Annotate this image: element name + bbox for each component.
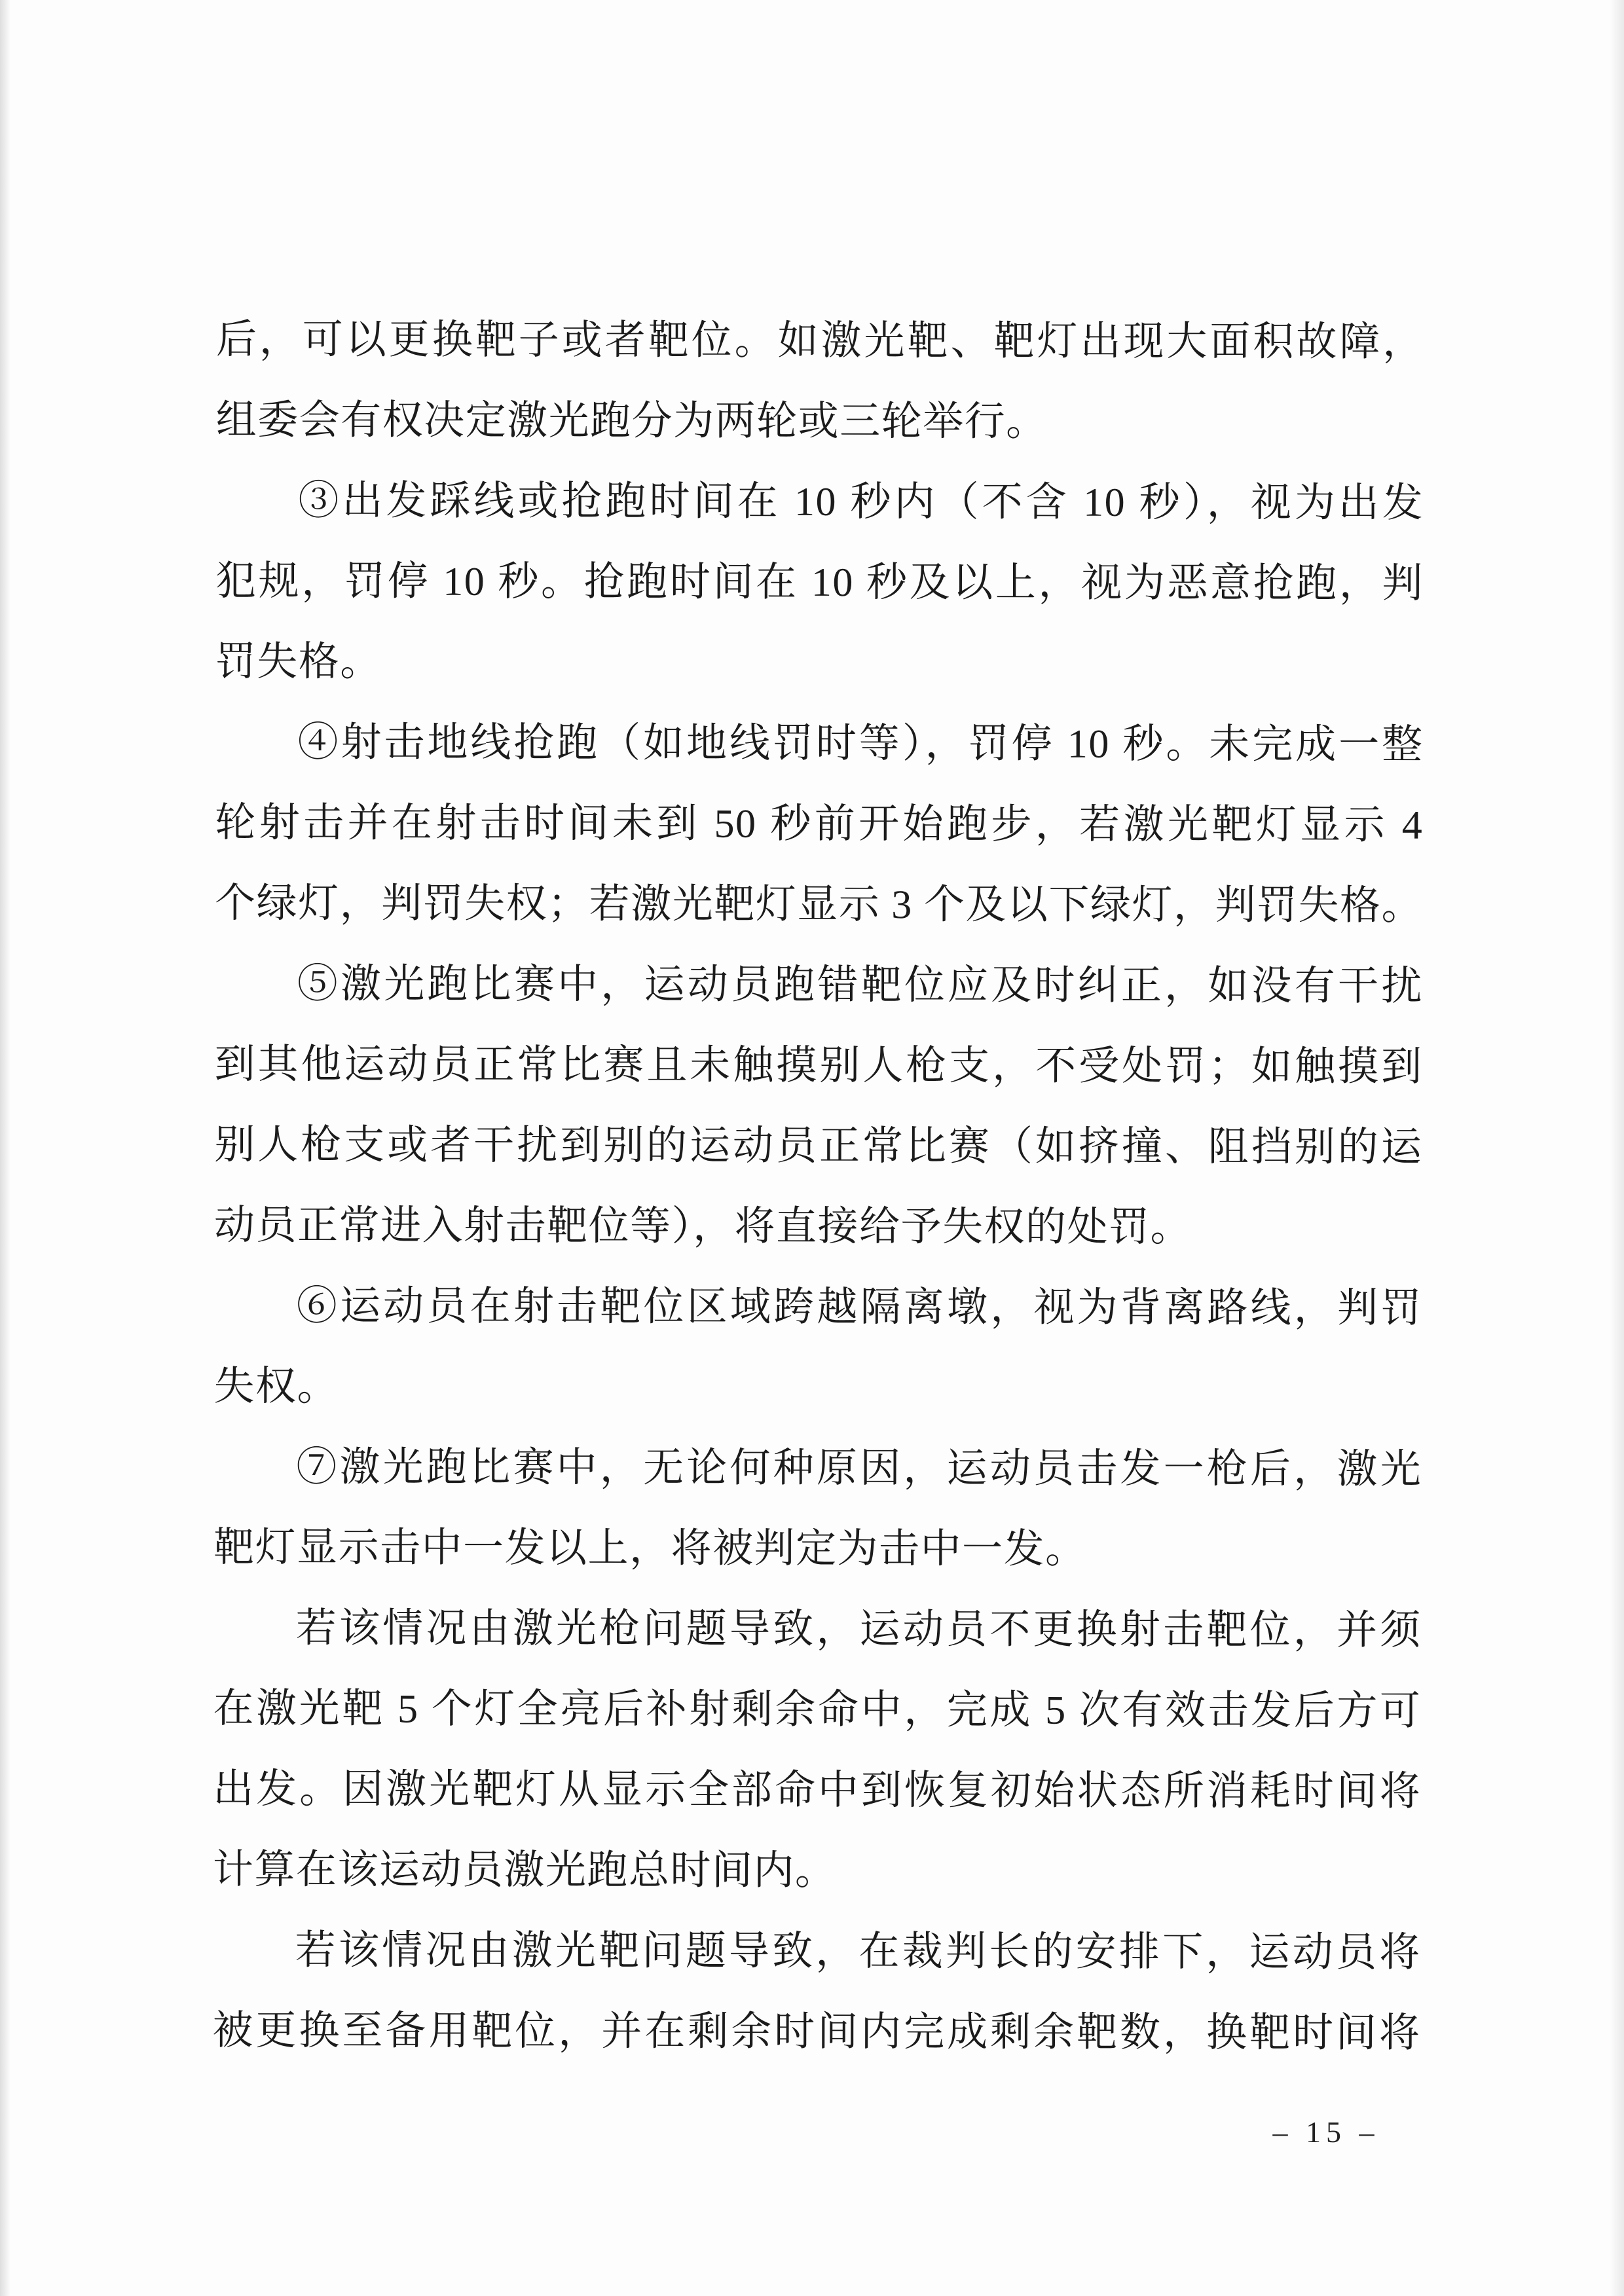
body-line: ⑥运动员在射击靶位区域跨越隔离墩，视为背离路线，判罚 <box>296 1284 1422 1331</box>
scan-edge-right <box>1610 0 1624 2296</box>
body-line: 若该情况由激光靶问题导致，在裁判长的安排下，运动员将 <box>295 1928 1421 1975</box>
body-line: 计算在该运动员激光跑总时间内。 <box>212 1847 837 1893</box>
body-line: ④射击地线抢跑（如地线罚时等），罚停 10 秒。未完成一整 <box>297 720 1424 767</box>
document-body <box>212 300 1424 2074</box>
body-line: 出发。因激光靶灯从显示全部命中到恢复初始状态所消耗时间将 <box>213 1766 1422 1814</box>
body-line: 在激光靶 5 个灯全亮后补射剩余命中，完成 5 次有效击发后方可 <box>213 1686 1422 1734</box>
body-line: 失权。 <box>213 1364 339 1410</box>
body-line: 后，可以更换靶子或者靶位。如激光靶、靶灯出现大面积故障， <box>215 317 1424 365</box>
body-line: 若该情况由激光枪问题导致，运动员不更换射击靶位，并须 <box>295 1606 1422 1653</box>
body-line: 到其他运动员正常比赛且未触摸别人枪支，不受处罚；如触摸到 <box>214 1042 1423 1089</box>
body-line: 靶灯显示击中一发以上，将被判定为击中一发。 <box>213 1525 1087 1572</box>
body-line: 犯规，罚停 10 秒。抢跑时间在 10 秒及以上，视为恶意抢跑，判 <box>215 558 1424 606</box>
body-line: ⑦激光跑比赛中，无论何种原因，运动员击发一枪后，激光 <box>296 1445 1422 1492</box>
body-line: ⑤激光跑比赛中，运动员跑错靶位应及时纠正，如没有干扰 <box>297 962 1423 1009</box>
body-line: 动员正常进入射击靶位等），将直接给予失权的处罚。 <box>213 1203 1192 1250</box>
body-line: 轮射击并在射击时间未到 50 秒前开始跑步，若激光靶灯显示 4 <box>215 800 1424 848</box>
body-line: 个绿灯，判罚失权；若激光靶灯显示 3 个及以下绿灯，判罚失格。 <box>214 881 1424 928</box>
body-line: 被更换至备用靶位，并在剩余时间内完成剩余靶数，换靶时间将 <box>212 2008 1421 2056</box>
body-line: 别人枪支或者干扰到别的运动员正常比赛（如挤撞、阻挡别的运 <box>214 1122 1423 1170</box>
body-line: 组委会有权决定激光跑分为两轮或三轮举行。 <box>215 397 1048 445</box>
page-number: – 15 – <box>1272 2115 1380 2149</box>
body-line: 罚失格。 <box>215 639 382 685</box>
scan-edge-left <box>0 0 10 2296</box>
body-line: ③出发踩线或抢跑时间在 10 秒内（不含 10 秒），视为出发 <box>298 479 1424 526</box>
